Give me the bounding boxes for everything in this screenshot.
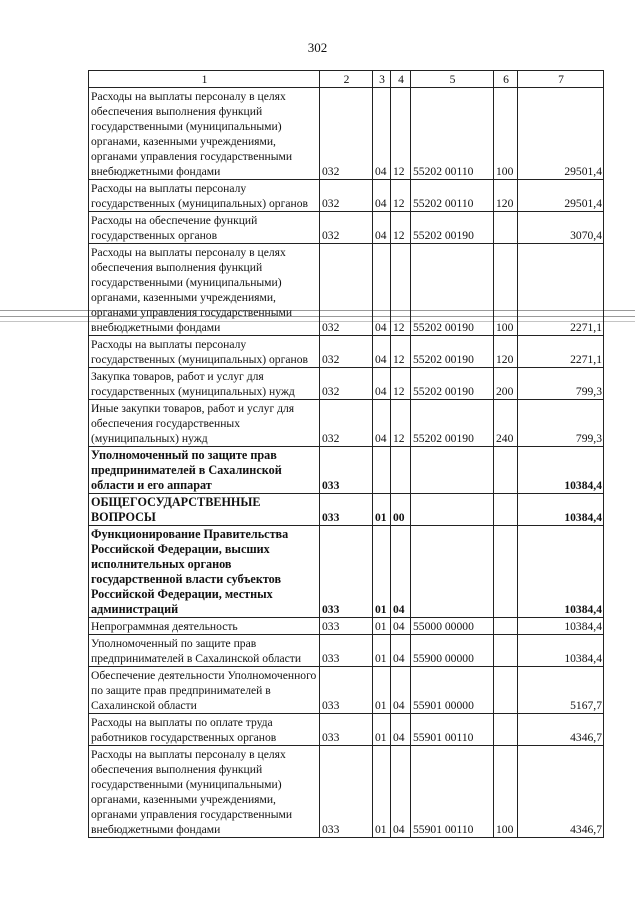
- cell-ministry-code: 033: [320, 494, 373, 526]
- cell-subsection: 12: [391, 368, 411, 400]
- column-header: 5: [411, 71, 494, 88]
- cell-subsection: 04: [391, 714, 411, 746]
- cell-target-article: 55000 00000: [411, 618, 494, 635]
- cell-expense-type: 100: [494, 746, 518, 838]
- cell-expense-type: 120: [494, 180, 518, 212]
- row-description: Расходы на выплаты по оплате труда работников государственных органов: [89, 714, 320, 746]
- table-header-row: [89, 71, 604, 88]
- row-description: Расходы на обеспечение функций государственных органов: [89, 212, 320, 244]
- column-header: 1: [89, 71, 320, 88]
- table-row: [89, 212, 604, 244]
- cell-target-article: 55901 00000: [411, 667, 494, 714]
- row-description: Функционирование Правительства Российской Федерации, высших исполнительных органов государственной власти субъектов Российской Федерации, местных администраций: [89, 526, 320, 618]
- cell-expense-type: [494, 618, 518, 635]
- cell-subsection: 04: [391, 746, 411, 838]
- cell-expense-type: [494, 494, 518, 526]
- cell-subsection: 12: [391, 336, 411, 368]
- cell-amount: 799,3: [518, 368, 604, 400]
- cell-expense-type: 120: [494, 336, 518, 368]
- table-row: [89, 244, 604, 336]
- row-description: Расходы на выплаты персоналу государственных (муниципальных) органов: [89, 180, 320, 212]
- cell-ministry-code: 033: [320, 447, 373, 494]
- cell-subsection: 12: [391, 88, 411, 180]
- row-description: Иные закупки товаров, работ и услуг для обеспечения государственных (муниципальных) нужд: [89, 400, 320, 447]
- cell-amount: 10384,4: [518, 526, 604, 618]
- cell-section: 01: [373, 526, 391, 618]
- column-header: 3: [373, 71, 391, 88]
- cell-target-article: 55202 00110: [411, 88, 494, 180]
- cell-subsection: 04: [391, 526, 411, 618]
- cell-section: 01: [373, 635, 391, 667]
- cell-ministry-code: 032: [320, 244, 373, 336]
- table-row: [89, 714, 604, 746]
- cell-amount: 2271,1: [518, 336, 604, 368]
- cell-section: 04: [373, 368, 391, 400]
- row-description: Уполномоченный по защите прав предпринимателей в Сахалинской области: [89, 635, 320, 667]
- cell-amount: 799,3: [518, 400, 604, 447]
- cell-target-article: 55901 00110: [411, 746, 494, 838]
- cell-section: 04: [373, 88, 391, 180]
- table-row: [89, 635, 604, 667]
- cell-expense-type: [494, 526, 518, 618]
- row-description: Расходы на выплаты персоналу в целях обеспечения выполнения функций государственными (муниципальными) органами, казенными учреждениями, органами управления государственными внебюджетными фондами: [89, 88, 320, 180]
- cell-section: 01: [373, 746, 391, 838]
- cell-expense-type: 100: [494, 244, 518, 336]
- table-row: [89, 336, 604, 368]
- table-row: [89, 400, 604, 447]
- cell-expense-type: [494, 714, 518, 746]
- cell-expense-type: [494, 635, 518, 667]
- row-description: Уполномоченный по защите прав предпринимателей в Сахалинской области и его аппарат: [89, 447, 320, 494]
- cell-section: 01: [373, 714, 391, 746]
- page-number: 302: [307, 40, 328, 55]
- budget-table: [88, 70, 604, 838]
- cell-section: 04: [373, 244, 391, 336]
- cell-subsection: 04: [391, 635, 411, 667]
- cell-ministry-code: 033: [320, 714, 373, 746]
- cell-target-article: [411, 447, 494, 494]
- table-row: [89, 667, 604, 714]
- cell-ministry-code: 032: [320, 180, 373, 212]
- cell-expense-type: [494, 447, 518, 494]
- row-description: Непрограммная деятельность: [89, 618, 320, 635]
- table-row: [89, 526, 604, 618]
- cell-target-article: 55202 00190: [411, 336, 494, 368]
- cell-target-article: 55901 00110: [411, 714, 494, 746]
- cell-ministry-code: 032: [320, 400, 373, 447]
- table-row: [89, 746, 604, 838]
- cell-amount: 29501,4: [518, 88, 604, 180]
- cell-expense-type: 240: [494, 400, 518, 447]
- row-description: Расходы на выплаты персоналу государственных (муниципальных) органов: [89, 336, 320, 368]
- cell-target-article: 55202 00190: [411, 244, 494, 336]
- table-row: [89, 447, 604, 494]
- row-description: ОБЩЕГОСУДАРСТВЕННЫЕ ВОПРОСЫ: [89, 494, 320, 526]
- cell-expense-type: 100: [494, 88, 518, 180]
- cell-ministry-code: 033: [320, 635, 373, 667]
- cell-subsection: 00: [391, 494, 411, 526]
- cell-ministry-code: 033: [320, 526, 373, 618]
- cell-target-article: [411, 526, 494, 618]
- cell-amount: 10384,4: [518, 494, 604, 526]
- cell-target-article: 55202 00190: [411, 368, 494, 400]
- cell-ministry-code: 033: [320, 618, 373, 635]
- cell-section: 04: [373, 336, 391, 368]
- cell-target-article: 55900 00000: [411, 635, 494, 667]
- row-description: Закупка товаров, работ и услуг для государственных (муниципальных) нужд: [89, 368, 320, 400]
- cell-amount: 10384,4: [518, 447, 604, 494]
- cell-section: 01: [373, 494, 391, 526]
- cell-amount: 2271,1: [518, 244, 604, 336]
- cell-ministry-code: 032: [320, 336, 373, 368]
- cell-subsection: 12: [391, 212, 411, 244]
- cell-subsection: 04: [391, 618, 411, 635]
- row-description: Расходы на выплаты персоналу в целях обеспечения выполнения функций государственными (муниципальными) органами, казенными учреждениями, органами управления государственными внебюджетными фондами: [89, 746, 320, 838]
- cell-section: 01: [373, 618, 391, 635]
- cell-section: 04: [373, 212, 391, 244]
- cell-section: 04: [373, 400, 391, 447]
- cell-amount: 10384,4: [518, 618, 604, 635]
- table-row: [89, 180, 604, 212]
- cell-subsection: 12: [391, 180, 411, 212]
- cell-amount: 10384,4: [518, 635, 604, 667]
- cell-subsection: [391, 447, 411, 494]
- cell-amount: 5167,7: [518, 667, 604, 714]
- column-header: 7: [518, 71, 604, 88]
- cell-target-article: [411, 494, 494, 526]
- table-row: [89, 494, 604, 526]
- cell-expense-type: [494, 212, 518, 244]
- cell-section: 01: [373, 667, 391, 714]
- row-description: Расходы на выплаты персоналу в целях обеспечения выполнения функций государственными (муниципальными) органами, казенными учреждениями, органами управления государственными внебюджетными фондами: [89, 244, 320, 336]
- cell-amount: 3070,4: [518, 212, 604, 244]
- row-description: Обеспечение деятельности Уполномоченного по защите прав предпринимателей в Сахалинской области: [89, 667, 320, 714]
- cell-target-article: 55202 00190: [411, 212, 494, 244]
- column-header: 6: [494, 71, 518, 88]
- cell-amount: 4346,7: [518, 746, 604, 838]
- column-header: 4: [391, 71, 411, 88]
- cell-target-article: 55202 00110: [411, 180, 494, 212]
- column-header: 2: [320, 71, 373, 88]
- cell-ministry-code: 032: [320, 368, 373, 400]
- cell-subsection: 12: [391, 244, 411, 336]
- cell-expense-type: 200: [494, 368, 518, 400]
- cell-expense-type: [494, 667, 518, 714]
- cell-ministry-code: 033: [320, 746, 373, 838]
- cell-subsection: 12: [391, 400, 411, 447]
- table-row: [89, 368, 604, 400]
- cell-ministry-code: 033: [320, 667, 373, 714]
- cell-section: 04: [373, 180, 391, 212]
- cell-section: [373, 447, 391, 494]
- cell-target-article: 55202 00190: [411, 400, 494, 447]
- cell-ministry-code: 032: [320, 88, 373, 180]
- table-row: [89, 618, 604, 635]
- cell-amount: 4346,7: [518, 714, 604, 746]
- table-row: [89, 88, 604, 180]
- cell-amount: 29501,4: [518, 180, 604, 212]
- cell-ministry-code: 032: [320, 212, 373, 244]
- cell-subsection: 04: [391, 667, 411, 714]
